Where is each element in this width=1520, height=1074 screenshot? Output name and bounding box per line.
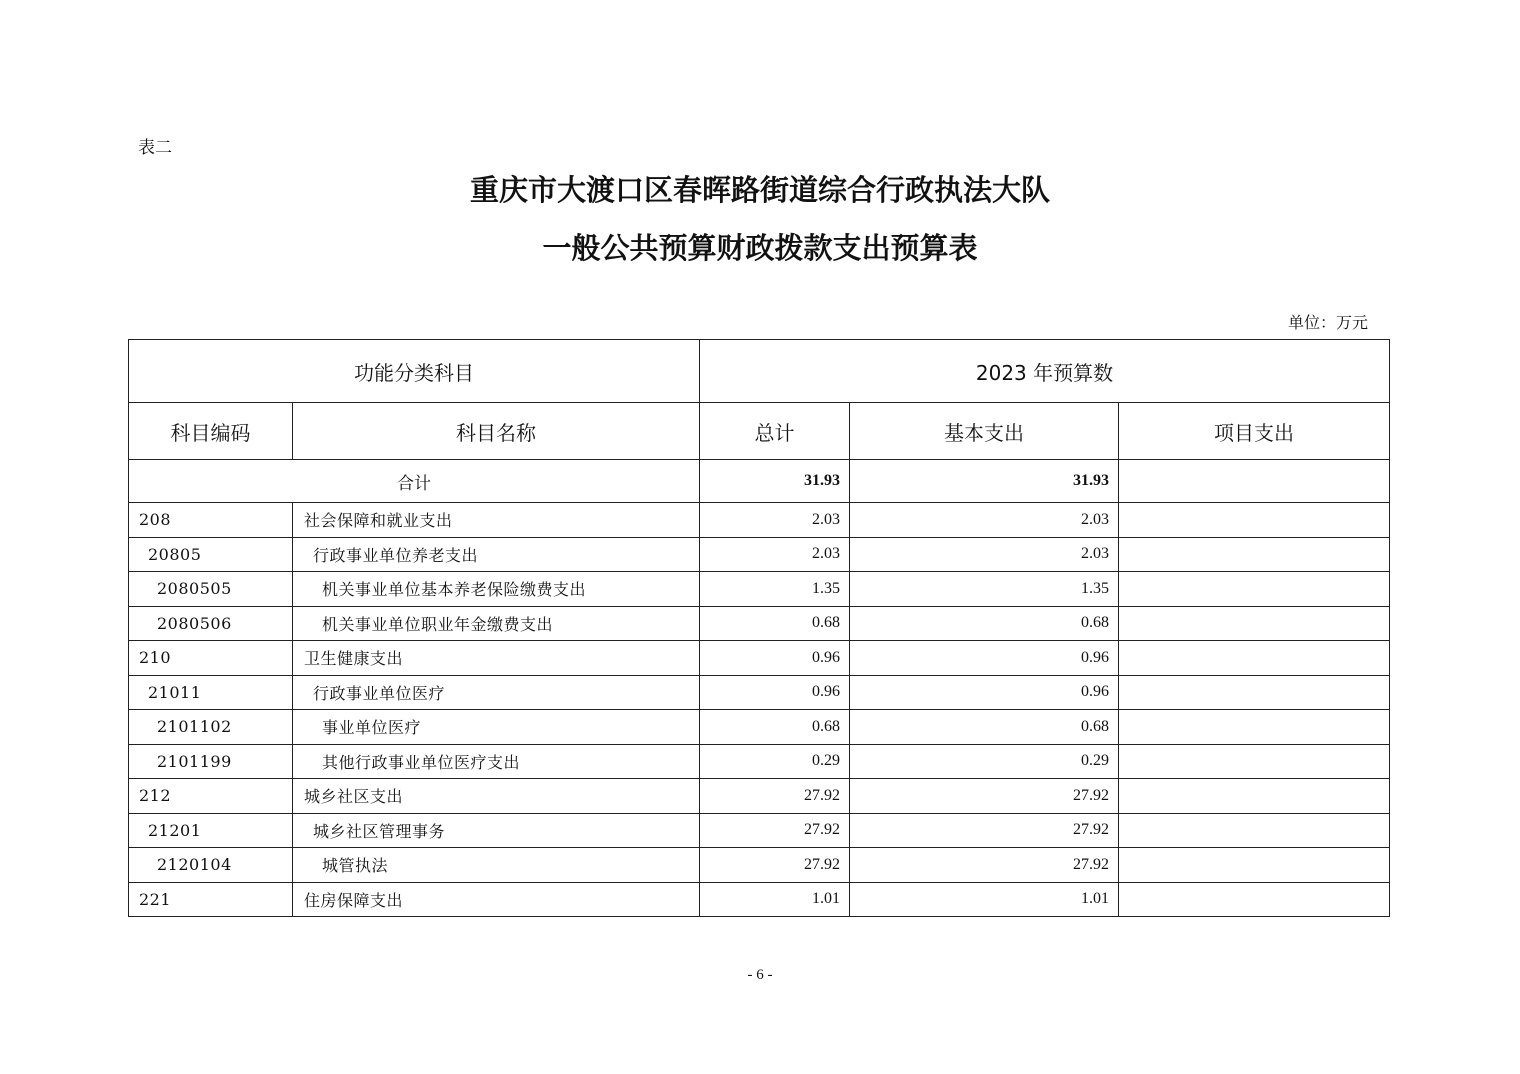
table-row [129,848,1390,883]
row-total: 0.96 [700,675,850,710]
table-row [129,641,1390,676]
row-basic: 1.01 [850,882,1119,917]
row-code: 221 [129,882,293,917]
row-name: 其他行政事业单位医疗支出 [293,744,700,779]
row-code: 2080506 [129,606,293,641]
header-column-row [129,403,1390,460]
row-project [1119,813,1390,848]
header-name: 科目名称 [293,403,700,460]
total-amount: 31.93 [700,460,850,503]
row-total: 27.92 [700,848,850,883]
row-total: 2.03 [700,537,850,572]
row-project [1119,572,1390,607]
header-total: 总计 [700,403,850,460]
page-subtitle: 一般公共预算财政拨款支出预算表 [542,231,978,265]
row-name: 城管执法 [293,848,700,883]
total-row [129,460,1390,503]
row-code: 210 [129,641,293,676]
row-total: 0.29 [700,744,850,779]
total-project [1119,460,1390,503]
row-project [1119,641,1390,676]
row-name: 社会保障和就业支出 [293,503,700,538]
row-name: 事业单位医疗 [293,710,700,745]
row-name: 城乡社区支出 [293,779,700,814]
row-code: 2120104 [129,848,293,883]
table-row [129,882,1390,917]
table-row [129,537,1390,572]
total-basic: 31.93 [850,460,1119,503]
header-code: 科目编码 [129,403,293,460]
row-total: 0.96 [700,641,850,676]
row-code: 2080505 [129,572,293,607]
row-basic: 27.92 [850,779,1119,814]
header-project: 项目支出 [1119,403,1390,460]
table-label: 表二 [138,138,172,158]
row-project [1119,537,1390,572]
table-row [129,606,1390,641]
table-row [129,813,1390,848]
row-code: 21011 [129,675,293,710]
row-basic: 2.03 [850,503,1119,538]
row-project [1119,503,1390,538]
total-label: 合计 [129,460,700,503]
table-row [129,779,1390,814]
row-project [1119,848,1390,883]
row-project [1119,606,1390,641]
row-name: 机关事业单位职业年金缴费支出 [293,606,700,641]
budget-table [128,339,1390,917]
row-basic: 0.29 [850,744,1119,779]
row-project [1119,882,1390,917]
table-row [129,572,1390,607]
row-name: 机关事业单位基本养老保险缴费支出 [293,572,700,607]
row-code: 2101199 [129,744,293,779]
row-basic: 2.03 [850,537,1119,572]
row-basic: 0.96 [850,641,1119,676]
row-total: 27.92 [700,813,850,848]
row-project [1119,675,1390,710]
row-project [1119,744,1390,779]
header-basic: 基本支出 [850,403,1119,460]
row-basic: 27.92 [850,813,1119,848]
row-basic: 1.35 [850,572,1119,607]
row-basic: 0.96 [850,675,1119,710]
row-name: 住房保障支出 [293,882,700,917]
row-project [1119,779,1390,814]
row-basic: 0.68 [850,606,1119,641]
header-budget-year: 2023 年预算数 [700,340,1390,403]
table-row [129,744,1390,779]
row-code: 20805 [129,537,293,572]
row-code: 212 [129,779,293,814]
row-name: 行政事业单位养老支出 [293,537,700,572]
row-total: 1.01 [700,882,850,917]
row-total: 2.03 [700,503,850,538]
row-name: 卫生健康支出 [293,641,700,676]
unit-label: 单位：万元 [1288,313,1369,332]
row-basic: 0.68 [850,710,1119,745]
row-total: 0.68 [700,606,850,641]
table-row [129,503,1390,538]
row-project [1119,710,1390,745]
row-total: 0.68 [700,710,850,745]
row-name: 行政事业单位医疗 [293,675,700,710]
table-row [129,675,1390,710]
row-code: 208 [129,503,293,538]
row-basic: 27.92 [850,848,1119,883]
row-total: 1.35 [700,572,850,607]
header-function-category: 功能分类科目 [129,340,700,403]
row-name: 城乡社区管理事务 [293,813,700,848]
row-code: 21201 [129,813,293,848]
table-row [129,710,1390,745]
page-number: - 6 - [747,967,773,983]
row-total: 27.92 [700,779,850,814]
row-code: 2101102 [129,710,293,745]
header-group-row [129,340,1390,403]
page-title: 重庆市大渡口区春晖路街道综合行政执法大队 [469,173,1050,207]
